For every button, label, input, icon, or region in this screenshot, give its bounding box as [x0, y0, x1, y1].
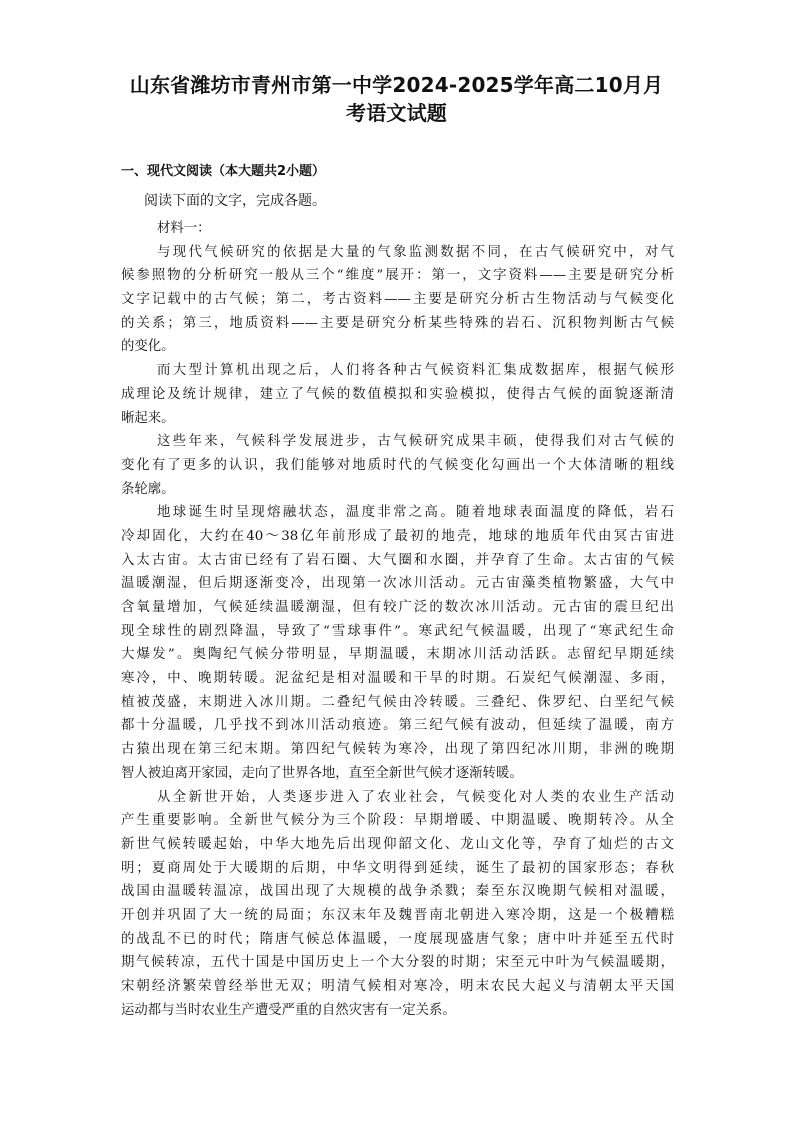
- passage-line: 植被茂盛，末期进入冰川期。二叠纪气候由冷转暖。三叠纪、侏罗纪、白垩纪气候: [121, 694, 674, 710]
- passage-line: 温暖潮湿，但后期逐渐变冷，出现第一次冰川活动。元古宙藻类植物繁盛，大气中: [121, 576, 674, 592]
- passage-line: 明；夏商周处于大暖期的后期，中华文明得到延续，诞生了最初的国家形态；春秋: [121, 860, 674, 876]
- passage-line: 新世气候转暖起始，中华大地先后出现仰韶文化、龙山文化等，孕育了灿烂的古文: [121, 836, 674, 852]
- passage-line: 含氧量增加，气候延续温暖潮湿，但有较广泛的数次冰川活动。元古宙的震旦纪出: [121, 600, 674, 615]
- passage-line: 晰起来。: [121, 410, 175, 426]
- passage-line: 地球诞生时呈现熔融状态，温度非常之高。随着地球表面温度的降低，岩石: [157, 505, 674, 521]
- passage-line: 成理论及统计规律，建立了气候的数值模拟和实验模拟，使得古气候的面貌逐渐清: [121, 386, 674, 402]
- passage-line: 都十分温暖，几乎找不到冰川活动痕迹。第三纪气候有波动，但延续了温暖，南方: [121, 718, 674, 734]
- passage-line: 而大型计算机出现之后，人们将各种古气候资料汇集成数据库，根据气候形: [157, 363, 674, 379]
- passage-line: 大爆发”。奥陶纪气候分带明显，早期温暖，末期冰川活动活跃。志留纪早期延续: [121, 647, 674, 663]
- passage-line: 智人被迫离开家园，走向了世界各地，直至全新世气候才逐渐转暖。: [121, 765, 523, 781]
- passage-line: 文字记载中的古气候；第二，考古资料——主要是研究分析古生物活动与气候变化: [121, 292, 674, 308]
- passage-line: 冷却固化，大约在40～38亿年前形成了最初的地壳，地球的地质年代由冥古宙进: [121, 528, 674, 544]
- passage-line: 与现代气候研究的依据是大量的气象监测数据不同，在古气候研究中，对气: [157, 244, 674, 260]
- passage-line: 宋朝经济繁荣曾经举世无双；明清气候相对寒冷，明末农民大起义与清朝太平天国: [121, 979, 674, 994]
- passage-line: 材料一：: [157, 221, 211, 236]
- passage-line: 古猿出现在第三纪末期。第四纪气候转为寒冷，出现了第四纪冰川期，非洲的晚期: [121, 742, 674, 758]
- passage-line: 的关系；第三，地质资料——主要是研究分析某些特殊的岩石、沉积物判断古气候: [121, 315, 674, 331]
- passage-line: 这些年来，气候科学发展进步，古气候研究成果丰硕，使得我们对古气候的: [157, 434, 674, 450]
- passage-line: 现全球性的剧烈降温，导致了“雪球事件”。寒武纪气候温暖，出现了“寒武纪生命: [121, 623, 674, 639]
- reading-instruction: 阅读下面的文字，完成各题。: [144, 193, 326, 209]
- exam-title-line-1: 山东省潍坊市青州市第一中学2024-2025学年高二10月月: [129, 73, 664, 97]
- passage-line: 开创并巩固了大一统的局面；东汉末年及魏晋南北朝进入寒冷期，这是一个极糟糕: [121, 907, 674, 923]
- passage-line: 的战乱不已的时代；隋唐气候总体温暖，一度展现盛唐气象；唐中叶并延至五代时: [121, 931, 674, 947]
- exam-title-line-2: 考语文试题: [346, 101, 447, 125]
- passage-line: 寒冷，中、晚期转暖。泥盆纪是相对温暖和干旱的时期。石炭纪气候潮湿、多雨，: [121, 671, 674, 687]
- passage-line: 战国由温暖转温凉，战国出现了大规模的战争杀戮；秦至东汉晚期气候相对温暖，: [121, 884, 674, 900]
- passage-line: 变化有了更多的认识，我们能够对地质时代的气候变化勾画出一个大体清晰的粗线: [121, 457, 674, 473]
- passage-line: 运动都与当时农业生产遭受严重的自然灾害有一定关系。: [121, 1002, 456, 1018]
- passage-line: 期气候转凉，五代十国是中国历史上一个大分裂的时期；宋至元中叶为气候温暖期，: [121, 955, 674, 971]
- passage-line: 入太古宙。太古宙已经有了岩石圈、大气圈和水圈，并孕育了生命。太古宙的气候: [121, 552, 674, 568]
- section-heading: 一、现代文阅读（本大题共2小题）: [121, 164, 326, 179]
- passage-body: [121, 217, 674, 1022]
- passage-line: 条轮廓。: [121, 481, 175, 497]
- passage-line: 产生重要影响。全新世气候分为三个阶段：早期增暖、中期温暖、晚期转冷。从全: [121, 813, 674, 829]
- passage-line: 的变化。: [121, 339, 175, 355]
- passage-line: 从全新世开始，人类逐步进入了农业社会，气候变化对人类的农业生产活动: [157, 789, 674, 805]
- passage-line: 候参照物的分析研究一般从三个“维度”展开：第一，文字资料——主要是研究分析: [121, 268, 674, 284]
